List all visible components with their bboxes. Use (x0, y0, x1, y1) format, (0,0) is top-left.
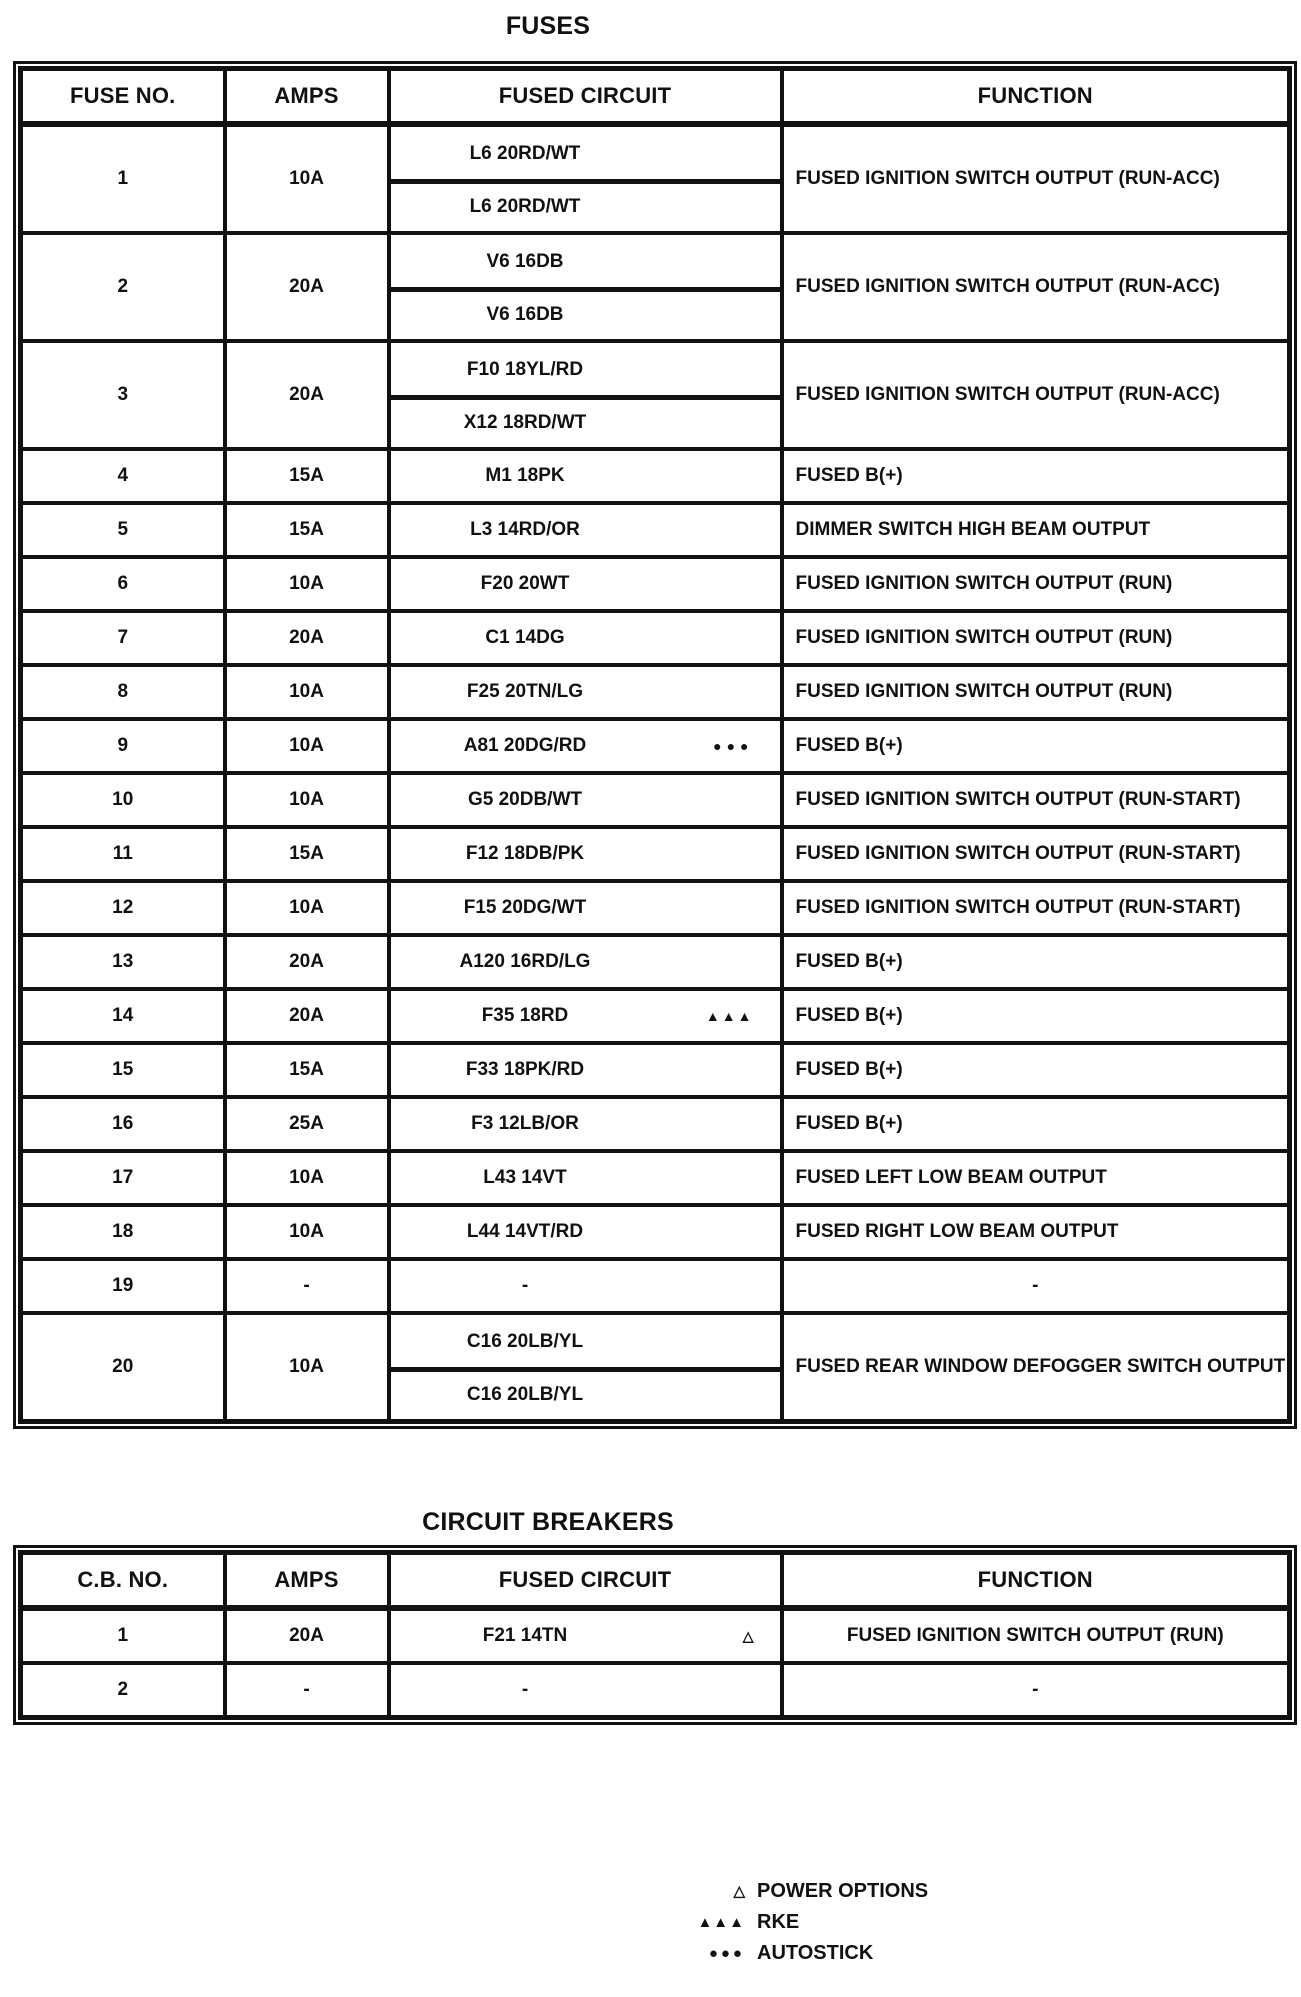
amps-cell: 10A (225, 1151, 389, 1205)
fuses-title: FUSES (505, 12, 591, 40)
table-row (21, 449, 1290, 503)
function-cell: FUSED B(+) (782, 1043, 1290, 1097)
autostick-dots-icon: ●●● (713, 738, 754, 754)
circuit-sub-row: F10 18YL/RD (466, 358, 584, 380)
circuit-sub-row: L6 20RD/WT (391, 179, 780, 230)
circuit-label: - (521, 1275, 529, 1296)
legend-label: RKE (757, 1911, 800, 1933)
circuit-sub-row: V6 16DB (391, 287, 780, 338)
amps-cell: 15A (225, 827, 389, 881)
fused-circuit-cell (389, 557, 782, 611)
fused-circuit-cell (389, 881, 782, 935)
function-cell: FUSED B(+) (782, 935, 1290, 989)
fuse-no-cell: 11 (21, 827, 225, 881)
fuse-no-cell: 8 (21, 665, 225, 719)
amps-cell: 10A (225, 1205, 389, 1259)
fuse-table-body (21, 124, 1290, 1422)
function-cell: FUSED B(+) (782, 1097, 1290, 1151)
fused-circuit-cell (389, 1663, 782, 1718)
circuit-sub-row: C16 20LB/YL (391, 1367, 780, 1418)
fused-circuit-cell (389, 341, 782, 449)
table-row (21, 1608, 1290, 1663)
fused-circuit-cell (389, 1608, 782, 1663)
header-row (21, 1553, 1290, 1609)
table-row (21, 719, 1290, 773)
table-row (21, 557, 1290, 611)
rke-triangles-icon: ▲▲▲ (697, 1914, 745, 1931)
breaker-table-body (21, 1608, 1290, 1718)
amps-cell: 10A (225, 557, 389, 611)
function-cell: FUSED IGNITION SWITCH OUTPUT (RUN) (782, 1608, 1290, 1663)
table-row (21, 773, 1290, 827)
table-row (21, 1043, 1290, 1097)
fuse-no-cell: 6 (21, 557, 225, 611)
circuit-sub-row: X12 18RD/WT (391, 395, 780, 446)
table-row (21, 233, 1290, 341)
amps-cell: 15A (225, 1043, 389, 1097)
fuse-no-cell: 17 (21, 1151, 225, 1205)
fused-circuit-cell (389, 827, 782, 881)
table-row (21, 1097, 1290, 1151)
table-row (21, 1663, 1290, 1718)
function-cell: FUSED IGNITION SWITCH OUTPUT (RUN) (782, 611, 1290, 665)
table-row (21, 935, 1290, 989)
column-header: AMPS (225, 1553, 389, 1609)
function-cell: FUSED IGNITION SWITCH OUTPUT (RUN-START) (782, 773, 1290, 827)
circuit-label: L3 14RD/OR (470, 519, 580, 540)
fused-circuit-cell (389, 773, 782, 827)
legend-item (645, 1938, 1301, 1969)
fuse-no-cell: 13 (21, 935, 225, 989)
fused-circuit-cell (389, 665, 782, 719)
amps-cell: 20A (225, 233, 389, 341)
fused-circuit-cell (389, 449, 782, 503)
function-cell: FUSED IGNITION SWITCH OUTPUT (RUN-START) (782, 881, 1290, 935)
function-cell: FUSED RIGHT LOW BEAM OUTPUT (782, 1205, 1290, 1259)
column-header: FUSED CIRCUIT (389, 69, 782, 125)
table-row (21, 827, 1290, 881)
fused-circuit-cell (389, 1259, 782, 1313)
circuit-label: F15 20DG/WT (463, 897, 587, 918)
column-header: FUSE NO. (21, 69, 225, 125)
breaker-table (18, 1550, 1292, 1720)
circuit-label: F20 20WT (480, 573, 570, 594)
circuit-label: F33 18PK/RD (465, 1059, 585, 1080)
column-header: FUNCTION (782, 1553, 1290, 1609)
amps-cell: 10A (225, 124, 389, 233)
rke-triangles-icon: ▲▲▲ (705, 1008, 754, 1024)
circuit-label: - (521, 1679, 529, 1700)
circuit-label: F25 20TN/LG (466, 681, 584, 702)
table-row (21, 503, 1290, 557)
function-cell: FUSED B(+) (782, 719, 1290, 773)
fused-circuit-cell (389, 1205, 782, 1259)
table-row (21, 1313, 1290, 1422)
fused-circuit-cell (389, 935, 782, 989)
fused-circuit-cell (389, 719, 782, 773)
fuse-no-cell: 2 (21, 233, 225, 341)
amps-cell: 25A (225, 1097, 389, 1151)
fuse-no-cell: 4 (21, 449, 225, 503)
table-row (21, 881, 1290, 935)
fuse-no-cell: 20 (21, 1313, 225, 1422)
amps-cell: 10A (225, 881, 389, 935)
amps-cell: 10A (225, 719, 389, 773)
circuit-sub-row: L6 20RD/WT (469, 142, 581, 164)
fuse-no-cell: 1 (21, 1608, 225, 1663)
circuit-label: F21 14TN (482, 1625, 568, 1646)
fuse-no-cell: 18 (21, 1205, 225, 1259)
fused-circuit-cell (389, 503, 782, 557)
function-cell: FUSED IGNITION SWITCH OUTPUT (RUN-ACC) (782, 233, 1290, 341)
function-cell: FUSED IGNITION SWITCH OUTPUT (RUN-ACC) (782, 124, 1290, 233)
function-cell: FUSED IGNITION SWITCH OUTPUT (RUN) (782, 665, 1290, 719)
fuse-no-cell: 5 (21, 503, 225, 557)
amps-cell: 20A (225, 1608, 389, 1663)
fuse-table (18, 66, 1292, 1424)
fuse-no-cell: 1 (21, 124, 225, 233)
fused-circuit-cell (389, 1313, 782, 1422)
fused-circuit-cell (389, 233, 782, 341)
power-options-triangle-icon: △ (733, 1883, 745, 1900)
table-row (21, 1151, 1290, 1205)
header-row (21, 69, 1290, 125)
fuse-no-cell: 12 (21, 881, 225, 935)
amps-cell: 20A (225, 611, 389, 665)
amps-cell: - (225, 1259, 389, 1313)
amps-cell: 20A (225, 935, 389, 989)
function-cell: - (782, 1259, 1290, 1313)
legend-label: AUTOSTICK (757, 1942, 874, 1964)
circuit-label: A81 20DG/RD (463, 735, 587, 756)
fuse-no-cell: 10 (21, 773, 225, 827)
column-header: AMPS (225, 69, 389, 125)
circuit-label: G5 20DB/WT (467, 789, 583, 810)
circuit-label: F3 12LB/OR (471, 1113, 579, 1134)
legend-label: POWER OPTIONS (757, 1880, 929, 1902)
amps-cell: 15A (225, 503, 389, 557)
circuit-sub-row: C16 20LB/YL (466, 1330, 584, 1352)
fused-circuit-cell (389, 611, 782, 665)
amps-cell: 20A (225, 989, 389, 1043)
table-row (21, 611, 1290, 665)
fuse-no-cell: 3 (21, 341, 225, 449)
function-cell: FUSED IGNITION SWITCH OUTPUT (RUN-ACC) (782, 341, 1290, 449)
circuit-label: C1 14DG (485, 627, 565, 648)
fused-circuit-cell (389, 1043, 782, 1097)
function-cell: FUSED IGNITION SWITCH OUTPUT (RUN) (782, 557, 1290, 611)
function-cell: FUSED B(+) (782, 989, 1290, 1043)
fuse-no-cell: 14 (21, 989, 225, 1043)
fuse-table-head (21, 69, 1290, 125)
circuit-sub-row: V6 16DB (486, 250, 564, 272)
fuse-no-cell: 16 (21, 1097, 225, 1151)
column-header: C.B. NO. (21, 1553, 225, 1609)
fuse-no-cell: 19 (21, 1259, 225, 1313)
circuit-label: F35 18RD (481, 1005, 569, 1026)
function-cell: - (782, 1663, 1290, 1718)
function-cell: DIMMER SWITCH HIGH BEAM OUTPUT (782, 503, 1290, 557)
function-cell: FUSED REAR WINDOW DEFOGGER SWITCH OUTPUT (782, 1313, 1290, 1422)
autostick-dots-icon: ●●● (708, 1945, 745, 1962)
column-header: FUSED CIRCUIT (389, 1553, 782, 1609)
function-cell: FUSED LEFT LOW BEAM OUTPUT (782, 1151, 1290, 1205)
amps-cell: - (225, 1663, 389, 1718)
legend-item (645, 1876, 1301, 1907)
amps-cell: 10A (225, 773, 389, 827)
breaker-table-head (21, 1553, 1290, 1609)
fused-circuit-cell (389, 1151, 782, 1205)
fuse-no-cell: 15 (21, 1043, 225, 1097)
function-cell: FUSED B(+) (782, 449, 1290, 503)
table-row (21, 1205, 1290, 1259)
power-options-triangle-icon: △ (742, 1628, 754, 1644)
table-row (21, 124, 1290, 233)
circuit-label: A120 16RD/LG (459, 951, 591, 972)
circuit-label: L43 14VT (483, 1167, 567, 1188)
legend-item (645, 1907, 1301, 1938)
table-row (21, 341, 1290, 449)
circuit-label: L44 14VT/RD (466, 1221, 584, 1242)
column-header: FUNCTION (782, 69, 1290, 125)
circuit-breakers-title: CIRCUIT BREAKERS (422, 1508, 674, 1536)
fused-circuit-cell (389, 989, 782, 1043)
table-row (21, 989, 1290, 1043)
table-row (21, 665, 1290, 719)
fuse-no-cell: 9 (21, 719, 225, 773)
table-row (21, 1259, 1290, 1313)
amps-cell: 15A (225, 449, 389, 503)
amps-cell: 10A (225, 665, 389, 719)
symbol-legend (645, 1876, 1301, 1969)
fuse-no-cell: 7 (21, 611, 225, 665)
fused-circuit-cell (389, 124, 782, 233)
circuit-label: F12 18DB/PK (465, 843, 585, 864)
fuse-no-cell: 2 (21, 1663, 225, 1718)
circuit-label: M1 18PK (485, 465, 565, 486)
fused-circuit-cell (389, 1097, 782, 1151)
amps-cell: 20A (225, 341, 389, 449)
function-cell: FUSED IGNITION SWITCH OUTPUT (RUN-START) (782, 827, 1290, 881)
amps-cell: 10A (225, 1313, 389, 1422)
